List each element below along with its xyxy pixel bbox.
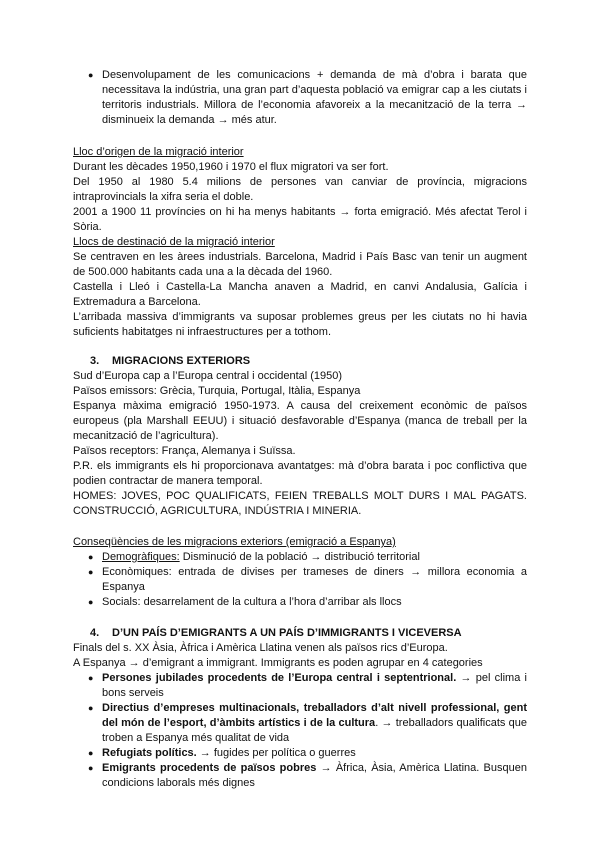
bullet-icon: ● — [88, 70, 94, 80]
document-page — [73, 68, 527, 791]
origin-heading: Lloc d’origen de la migració interior — [73, 146, 244, 158]
item-text: . → treballadors qualificats que troben a Espanya més qualitat de vida — [102, 717, 528, 744]
section-4-paragraph: Finals del s. XX Àsia, Àfrica i Amèrica Llatina venen als països rics d’Europa. — [73, 642, 448, 654]
section-3-paragraph: P.R. els immigrants els hi proporcionava avantatges: mà d’obra barata i poc conflictiva que podien contractar de manera temporal. — [73, 460, 527, 487]
list-item — [73, 565, 527, 595]
item-bold: Directius d’empreses multinacionals, treballadors d’alt nivell professional, gent del món de l’esport, d’àmbits artístics i de la cultura — [102, 702, 527, 729]
section-3-heading — [73, 354, 527, 369]
destination-paragraph: L’arribada massiva d’immigrants va suposar problemes greus per les ciutats no hi havia suficients habitatges ni infraestructures per a tothom. — [73, 311, 527, 338]
bullet-icon: ● — [88, 597, 94, 607]
item-text: → Àfrica, Àsia, Amèrica Llatina. Busquen condicions laborals més dignes — [102, 762, 527, 789]
item-bold: Persones jubilades procedents de l’Europa central i septentrional. — [102, 672, 457, 684]
section-4-heading — [73, 626, 527, 641]
item-text: → pel clima i bons serveis — [102, 672, 527, 699]
section-title: MIGRACIONS EXTERIORS — [112, 355, 251, 367]
section-number: 4. — [90, 627, 100, 639]
item-label: Demogràfiques: — [102, 551, 180, 563]
intro-bullet-text: Desenvolupament de les comunicacions + demanda de mà d’obra i barata que necessitava la indústria, una gran part d’aquesta població va emigrar cap a les ciutats i territoris industrials. Millora de l’economia afavoreix a la mecanització de la terra → disminueix la demanda → més atur. — [102, 69, 527, 126]
list-item — [73, 68, 527, 128]
item-text: Socials: desarrelament de la cultura a l’hora d’arribar als llocs — [102, 596, 402, 608]
intro-list — [73, 68, 527, 128]
destination-paragraph: Se centraven en les àrees industrials. Barcelona, Madrid i País Basc van tenir un augment de 500.000 habitants cada una a la dècada del 1960. — [73, 251, 527, 278]
section-3-paragraph: HOMES: JOVES, POC QUALIFICATS, FEIEN TREBALLS MOLT DURS I MAL PAGATS. CONSTRUCCIÓ, AGRICULTURA, INDÚSTRIA I MINERIA. — [73, 490, 527, 517]
destination-heading: Llocs de destinació de la migració interior — [73, 236, 275, 248]
destination-paragraph: Castella i Lleó i Castella-La Mancha anaven a Madrid, en canvi Andalusia, Galícia i Extremadura a Barcelona. — [73, 281, 527, 308]
origin-paragraph: 2001 a 1900 11 províncies on hi ha menys habitants → forta emigració. Més afectat Terol i Sòria. — [73, 206, 527, 233]
section-3-paragraph: Països emissors: Grècia, Turquia, Portugal, Itàlia, Espanya — [73, 385, 361, 397]
item-text: Disminució de la població → distribució territorial — [179, 551, 420, 563]
section-3-paragraph: Sud d’Europa cap a l’Europa central i occidental (1950) — [73, 370, 343, 382]
consequences-heading: Conseqüències de les migracions exteriors (emigració a Espanya) — [73, 536, 396, 548]
bullet-icon: ● — [88, 763, 94, 773]
section-4-paragraph: A Espanya → d’emigrant a immigrant. Immigrants es poden agrupar en 4 categories — [73, 657, 483, 669]
list-item — [73, 761, 527, 791]
item-text: → fugides per política o guerres — [196, 747, 356, 759]
consequences-list — [73, 550, 527, 610]
bullet-icon: ● — [88, 567, 94, 577]
item-text: Econòmiques: entrada de divises per trameses de diners → millora economia a Espanya — [102, 566, 527, 593]
section-3-paragraph: Espanya màxima emigració 1950-1973. A causa del creixement econòmic de països europeus (pla Marshall EEUU) i situació desfavorable d’Espanya (manca de treball per la mecanització de l’agricultura). — [73, 400, 527, 442]
origin-paragraph: Del 1950 al 1980 5.4 milions de persones van canviar de província, migracions intraprovincials la xifra seria el doble. — [73, 176, 527, 203]
list-item — [73, 595, 527, 610]
item-bold: Refugiats polítics. — [102, 747, 197, 759]
categories-list — [73, 671, 527, 791]
list-item — [73, 701, 527, 746]
list-item — [73, 746, 527, 761]
section-number: 3. — [90, 355, 100, 367]
item-bold: Emigrants procedents de països pobres — [102, 762, 317, 774]
bullet-icon: ● — [88, 748, 94, 758]
section-3-paragraph: Països receptors: França, Alemanya i Suïssa. — [73, 445, 296, 457]
section-title: D’UN PAÍS D’EMIGRANTS A UN PAÍS D’IMMIGRANTS I VICEVERSA — [112, 627, 462, 639]
origin-paragraph: Durant les dècades 1950,1960 i 1970 el flux migratori va ser fort. — [73, 161, 389, 173]
list-item — [73, 671, 527, 701]
list-item — [73, 550, 527, 565]
bullet-icon: ● — [88, 673, 94, 683]
bullet-icon: ● — [88, 552, 94, 562]
bullet-icon: ● — [88, 703, 94, 713]
